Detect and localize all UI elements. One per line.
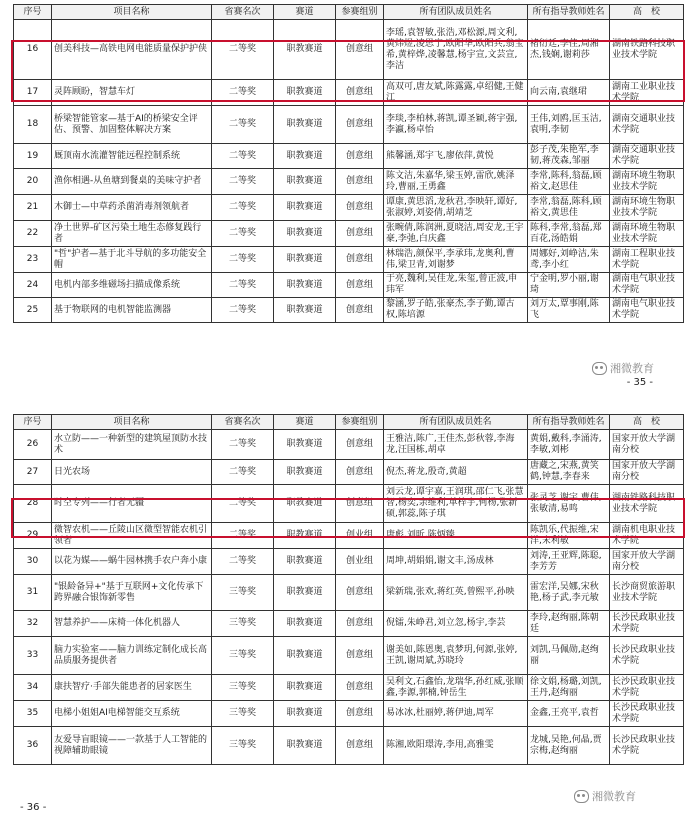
table-row <box>14 460 684 485</box>
cell-school: 湖南环境生物职业技术学院 <box>610 169 684 195</box>
cell-teachers: 唐藏之,宋燕,黄笑鹤,钟慧,李春来 <box>528 460 610 485</box>
cell-name: "银龄备异+"基于互联网+文化传承下跨界融合银饰新零售 <box>52 575 212 611</box>
cell-name: 水立防——一种新型的建筑屋顶防水技术 <box>52 430 212 460</box>
cell-group: 创意组 <box>336 106 384 144</box>
column-header: 省赛名次 <box>212 5 274 20</box>
cell-members: 刘云龙,谭宇嘉,王润琪,邵仁飞,张慧智,杨奕,余维利,单梓宇,何杨,张新硕,郭蕊,陈子琪 <box>384 485 528 523</box>
cell-group: 创意组 <box>336 195 384 221</box>
cell-no: 32 <box>14 611 52 637</box>
cell-members: 陈湘,欧阳璟涛,李用,高雅雯 <box>384 727 528 765</box>
cell-name: 厩顶南水流灌智能远程控制系统 <box>52 144 212 169</box>
cell-track: 职教赛道 <box>274 298 336 323</box>
cell-group: 创意组 <box>336 20 384 80</box>
cell-name: 康扶智疗·手部失能患者的居家医生 <box>52 675 212 701</box>
cell-name: 微智农机——丘陵山区微型智能农机引领者 <box>52 523 212 549</box>
cell-members: 易冰冰,杜丽婷,蒋伊迪,周军 <box>384 701 528 727</box>
watermark-text: 湘微教育 <box>610 362 654 375</box>
cell-track: 职教赛道 <box>274 106 336 144</box>
cell-members: 陈文洁,朱嘉华,梁玉婷,雷欣,姚泽玲,曹丽,王勇鑫 <box>384 169 528 195</box>
cell-teachers: 李常,翁磊,陈科,顾裕文,黄思佳 <box>528 195 610 221</box>
cell-teachers: 李常,陈科,翁磊,顾裕文,赵思佳 <box>528 169 610 195</box>
watermark-2 <box>574 788 636 804</box>
cell-rank: 二等奖 <box>212 430 274 460</box>
cell-no: 20 <box>14 169 52 195</box>
cell-teachers: 陈科,李常,翁磊,郑百花,汤皓娟 <box>528 221 610 247</box>
cell-school: 湖南工业职业技术学院 <box>610 80 684 106</box>
watermark-1 <box>592 360 654 376</box>
column-header: 所有团队成员姓名 <box>384 415 528 430</box>
cell-track: 职教赛道 <box>274 637 336 675</box>
cell-track: 职教赛道 <box>274 430 336 460</box>
cell-name: 基于物联网的电机智能监测器 <box>52 298 212 323</box>
cell-group: 创意组 <box>336 637 384 675</box>
award-table-35 <box>13 4 684 323</box>
cell-track: 职教赛道 <box>274 549 336 575</box>
table-row <box>14 144 684 169</box>
cell-name: 渔你相遇-从鱼塘到餐桌的美味守护者 <box>52 169 212 195</box>
cell-rank: 二等奖 <box>212 485 274 523</box>
cell-group: 创意组 <box>336 727 384 765</box>
cell-name: 以花为媒——蜗牛园林携手农户奔小康 <box>52 549 212 575</box>
cell-name: 净土世界-矿区污染土地生态修复践行者 <box>52 221 212 247</box>
cell-name: 日光农场 <box>52 460 212 485</box>
column-header: 序号 <box>14 5 52 20</box>
cell-school: 国家开放大学湖南分校 <box>610 549 684 575</box>
cell-rank: 三等奖 <box>212 727 274 765</box>
cell-group: 创业组 <box>336 549 384 575</box>
cell-teachers: 徐文娟,杨璐,刘凯,王丹,赵绚丽 <box>528 675 610 701</box>
cell-name: 时空专列——行者无疆 <box>52 485 212 523</box>
cell-track: 职教赛道 <box>274 611 336 637</box>
cell-rank: 二等奖 <box>212 80 274 106</box>
cell-name: 木御士—中草药杀菌消毒剂领航者 <box>52 195 212 221</box>
cell-teachers: 彭子茂,朱艳军,李韧,蒋茂森,邹丽 <box>528 144 610 169</box>
table-row <box>14 637 684 675</box>
cell-school: 长沙商贸旅游职业技术学院 <box>610 575 684 611</box>
cell-no: 16 <box>14 20 52 80</box>
cell-group: 创意组 <box>336 611 384 637</box>
cell-members: 倪镭,朱峥君,刘立忽,杨宇,李芸 <box>384 611 528 637</box>
cell-no: 23 <box>14 247 52 273</box>
cell-name: 电机内部多维磁场扫描成像系统 <box>52 273 212 298</box>
cell-rank: 二等奖 <box>212 144 274 169</box>
cell-no: 29 <box>14 523 52 549</box>
cell-group: 创意组 <box>336 675 384 701</box>
column-header: 省赛名次 <box>212 415 274 430</box>
column-header: 高 校 <box>610 415 684 430</box>
cell-rank: 三等奖 <box>212 701 274 727</box>
cell-school: 国家开放大学湖南分校 <box>610 460 684 485</box>
table-row <box>14 523 684 549</box>
cell-members: 高双可,唐友斌,陈露露,卓绍健,王健江 <box>384 80 528 106</box>
cell-members: 倪杰,蒋龙,殷奇,黄超 <box>384 460 528 485</box>
cell-teachers: 李玲,赵绚丽,陈朝廷 <box>528 611 610 637</box>
cell-track: 职教赛道 <box>274 144 336 169</box>
column-header: 赛道 <box>274 5 336 20</box>
cell-members: 唐彪,刘昕,陈炳臻 <box>384 523 528 549</box>
award-table-36 <box>13 414 684 765</box>
cell-rank: 二等奖 <box>212 247 274 273</box>
cell-rank: 二等奖 <box>212 195 274 221</box>
cell-name: 电梯小姐姐AI电梯智能交互系统 <box>52 701 212 727</box>
cell-members: 黎涵,罗子皓,张豪杰,李子勤,谭古权,陈培源 <box>384 298 528 323</box>
cell-school: 长沙民政职业技术学院 <box>610 675 684 701</box>
cell-track: 职教赛道 <box>274 80 336 106</box>
cell-track: 职教赛道 <box>274 169 336 195</box>
table-row <box>14 675 684 701</box>
table-row <box>14 106 684 144</box>
cell-school: 长沙民政职业技术学院 <box>610 701 684 727</box>
cell-school: 湖南电气职业技术学院 <box>610 273 684 298</box>
cell-group: 创意组 <box>336 144 384 169</box>
cell-members: 于亮,魏利,吴佳龙,朱玺,曾正波,申玮军 <box>384 273 528 298</box>
cell-rank: 二等奖 <box>212 20 274 80</box>
table-row <box>14 80 684 106</box>
cell-track: 职教赛道 <box>274 675 336 701</box>
cell-members: 李瑶,袁智敏,张浩,邓松源,周文利,黄炜煜,凌思宁,欧阳华,欧阳兵,翁宝希,黄梓烨,凌馨慧,杨宇宣,文芸宣,李洁 <box>384 20 528 80</box>
cell-no: 31 <box>14 575 52 611</box>
cell-no: 33 <box>14 637 52 675</box>
cell-track: 职教赛道 <box>274 20 336 80</box>
cell-group: 创意组 <box>336 460 384 485</box>
cell-name: 灵阵顾盼，智慧车灯 <box>52 80 212 106</box>
cell-rank: 三等奖 <box>212 575 274 611</box>
cell-teachers: 刘涛,王亚辉,陈聪,李芳芳 <box>528 549 610 575</box>
cell-no: 30 <box>14 549 52 575</box>
cell-no: 17 <box>14 80 52 106</box>
cell-rank: 二等奖 <box>212 549 274 575</box>
table-row <box>14 575 684 611</box>
cell-no: 24 <box>14 273 52 298</box>
cell-school: 湖南交通职业技术学院 <box>610 144 684 169</box>
cell-group: 创意组 <box>336 430 384 460</box>
cell-school: 湖南交通职业技术学院 <box>610 106 684 144</box>
table-row <box>14 430 684 460</box>
cell-name: 智慧养护——床椅一体化机器人 <box>52 611 212 637</box>
cell-group: 创意组 <box>336 221 384 247</box>
column-header: 参赛组别 <box>336 5 384 20</box>
cell-track: 职教赛道 <box>274 195 336 221</box>
cell-track: 职教赛道 <box>274 701 336 727</box>
cell-no: 18 <box>14 106 52 144</box>
cell-members: 李琰,李柏林,蒋凯,谭圣颖,蒋宇强,李瀛,杨卓怡 <box>384 106 528 144</box>
cell-track: 职教赛道 <box>274 221 336 247</box>
cell-rank: 二等奖 <box>212 460 274 485</box>
cell-track: 职教赛道 <box>274 575 336 611</box>
cell-members: 谢美如,陈恩奥,袁梦玥,何源,张婷,王凯,谢周斌,苏晓玲 <box>384 637 528 675</box>
cell-school: 湖南工程职业技术学院 <box>610 247 684 273</box>
column-header: 参赛组别 <box>336 415 384 430</box>
cell-track: 职教赛道 <box>274 727 336 765</box>
table-row <box>14 701 684 727</box>
cell-members: 吴利文,石鑫怡,龙瑞华,孙红威,张顺鑫,李源,郭楠,钟岳生 <box>384 675 528 701</box>
cell-no: 27 <box>14 460 52 485</box>
cell-rank: 二等奖 <box>212 273 274 298</box>
cell-group: 创意组 <box>336 247 384 273</box>
cell-members: 梁新瑞,张欢,蒋红英,曾熙平,孙映 <box>384 575 528 611</box>
cell-school: 湖南铁路科技职业技术学院 <box>610 485 684 523</box>
cell-school: 湖南环境生物职业技术学院 <box>610 221 684 247</box>
cell-school: 湖南铁路科技职业技术学院 <box>610 20 684 80</box>
page-36 <box>0 410 695 820</box>
cell-teachers: 褚衍廷,李佳,周湘杰,钱娴,谢莉莎 <box>528 20 610 80</box>
cell-school: 长沙民政职业技术学院 <box>610 727 684 765</box>
cell-no: 36 <box>14 727 52 765</box>
cell-members: 周坤,胡娟娟,谢文丰,汤成林 <box>384 549 528 575</box>
column-header: 项目名称 <box>52 415 212 430</box>
column-header: 所有团队成员姓名 <box>384 5 528 20</box>
page-number-35: - 35 - <box>626 377 653 388</box>
table-row <box>14 549 684 575</box>
cell-teachers: 张灵芝,谢宇,曹伟,张敏清,易鸣 <box>528 485 610 523</box>
cell-track: 职教赛道 <box>274 523 336 549</box>
cell-teachers: 雷宏洋,吴娜,宋秋艳,杨子武,李元敏 <box>528 575 610 611</box>
column-header: 高 校 <box>610 5 684 20</box>
cell-members: 林瑞浩,颜保平,李承玮,龙奥利,曹伟,梁卫青,刘谢梦 <box>384 247 528 273</box>
cell-rank: 三等奖 <box>212 675 274 701</box>
page-number-36: - 36 - <box>20 802 47 813</box>
cell-rank: 三等奖 <box>212 611 274 637</box>
cell-group: 创意组 <box>336 169 384 195</box>
cell-group: 创意组 <box>336 80 384 106</box>
cell-teachers: 王伟,刘鸥,匡玉洁,袁明,李韧 <box>528 106 610 144</box>
table-row <box>14 273 684 298</box>
cell-teachers: 宁金明,罗小丽,谢琦 <box>528 273 610 298</box>
wechat-icon <box>592 362 607 375</box>
cell-group: 创意组 <box>336 298 384 323</box>
cell-rank: 二等奖 <box>212 298 274 323</box>
cell-no: 25 <box>14 298 52 323</box>
cell-rank: 二等奖 <box>212 169 274 195</box>
table-header-row <box>14 5 684 20</box>
cell-teachers: 周娜好,刘峥洁,朱鸢,李小红 <box>528 247 610 273</box>
cell-school: 湖南机电职业技术学院 <box>610 523 684 549</box>
table-row <box>14 298 684 323</box>
cell-no: 34 <box>14 675 52 701</box>
table-row <box>14 485 684 523</box>
cell-no: 35 <box>14 701 52 727</box>
cell-name: 脑力实验室——脑力训练定制化成长高品质服务提供者 <box>52 637 212 675</box>
cell-name: 创美科技—高铁电网电能质量保护护侠 <box>52 20 212 80</box>
cell-no: 19 <box>14 144 52 169</box>
table-row <box>14 727 684 765</box>
table-row <box>14 611 684 637</box>
cell-school: 长沙民政职业技术学院 <box>610 611 684 637</box>
cell-school: 国家开放大学湖南分校 <box>610 430 684 460</box>
table-row <box>14 20 684 80</box>
table-row <box>14 169 684 195</box>
cell-teachers: 龙城,吴艳,何晶,贾宗梅,赵绚丽 <box>528 727 610 765</box>
cell-rank: 二等奖 <box>212 523 274 549</box>
cell-name: 桥梁智能管家—基于AI的桥梁安全评估、预警、加固整体解决方案 <box>52 106 212 144</box>
cell-track: 职教赛道 <box>274 485 336 523</box>
cell-name: "哲"护者—基于北斗导航的多功能安全帽 <box>52 247 212 273</box>
cell-teachers: 金鑫,王亮平,袁哲 <box>528 701 610 727</box>
table-row <box>14 221 684 247</box>
table-row <box>14 247 684 273</box>
cell-rank: 二等奖 <box>212 221 274 247</box>
cell-teachers: 向云南,袁继珺 <box>528 80 610 106</box>
cell-teachers: 陈凯乐,代振维,宋洋,宋利敏 <box>528 523 610 549</box>
cell-no: 28 <box>14 485 52 523</box>
cell-no: 22 <box>14 221 52 247</box>
cell-members: 张畹倩,陈润洲,夏晓洁,周安龙,王宇豪,李弛,白庆鑫 <box>384 221 528 247</box>
cell-school: 长沙民政职业技术学院 <box>610 637 684 675</box>
cell-name: 友爱导盲眼镜——一款基于人工智能的视障辅助眼镜 <box>52 727 212 765</box>
column-header: 序号 <box>14 415 52 430</box>
cell-rank: 二等奖 <box>212 106 274 144</box>
table-row <box>14 195 684 221</box>
cell-group: 创业组 <box>336 523 384 549</box>
cell-members: 谭康,黄思滔,龙秋君,李映轩,谭好,张淑婷,刘姿倩,胡靖芝 <box>384 195 528 221</box>
cell-teachers: 刘万太,覃事刚,陈飞 <box>528 298 610 323</box>
column-header: 赛道 <box>274 415 336 430</box>
cell-teachers: 黄娟,戴科,李涌涛,李敏,刘彬 <box>528 430 610 460</box>
cell-school: 湖南环境生物职业技术学院 <box>610 195 684 221</box>
wechat-icon <box>574 790 589 803</box>
cell-teachers: 刘凯,马佩勋,赵绚丽 <box>528 637 610 675</box>
cell-members: 熊馨涵,郑宇飞,廖依萍,黄悦 <box>384 144 528 169</box>
cell-group: 创意组 <box>336 575 384 611</box>
cell-group: 创意组 <box>336 273 384 298</box>
cell-members: 王雅洁,陈广,王佳杰,彭秋蓉,李海龙,汪国栋,胡卓 <box>384 430 528 460</box>
table-header-row <box>14 415 684 430</box>
cell-school: 湖南电气职业技术学院 <box>610 298 684 323</box>
cell-no: 21 <box>14 195 52 221</box>
cell-track: 职教赛道 <box>274 460 336 485</box>
cell-group: 创意组 <box>336 701 384 727</box>
column-header: 所有指导教师姓名 <box>528 415 610 430</box>
cell-group: 创意组 <box>336 485 384 523</box>
column-header: 项目名称 <box>52 5 212 20</box>
watermark-text: 湘微教育 <box>592 790 636 803</box>
cell-track: 职教赛道 <box>274 273 336 298</box>
cell-track: 职教赛道 <box>274 247 336 273</box>
cell-no: 26 <box>14 430 52 460</box>
cell-rank: 三等奖 <box>212 637 274 675</box>
column-header: 所有指导教师姓名 <box>528 5 610 20</box>
